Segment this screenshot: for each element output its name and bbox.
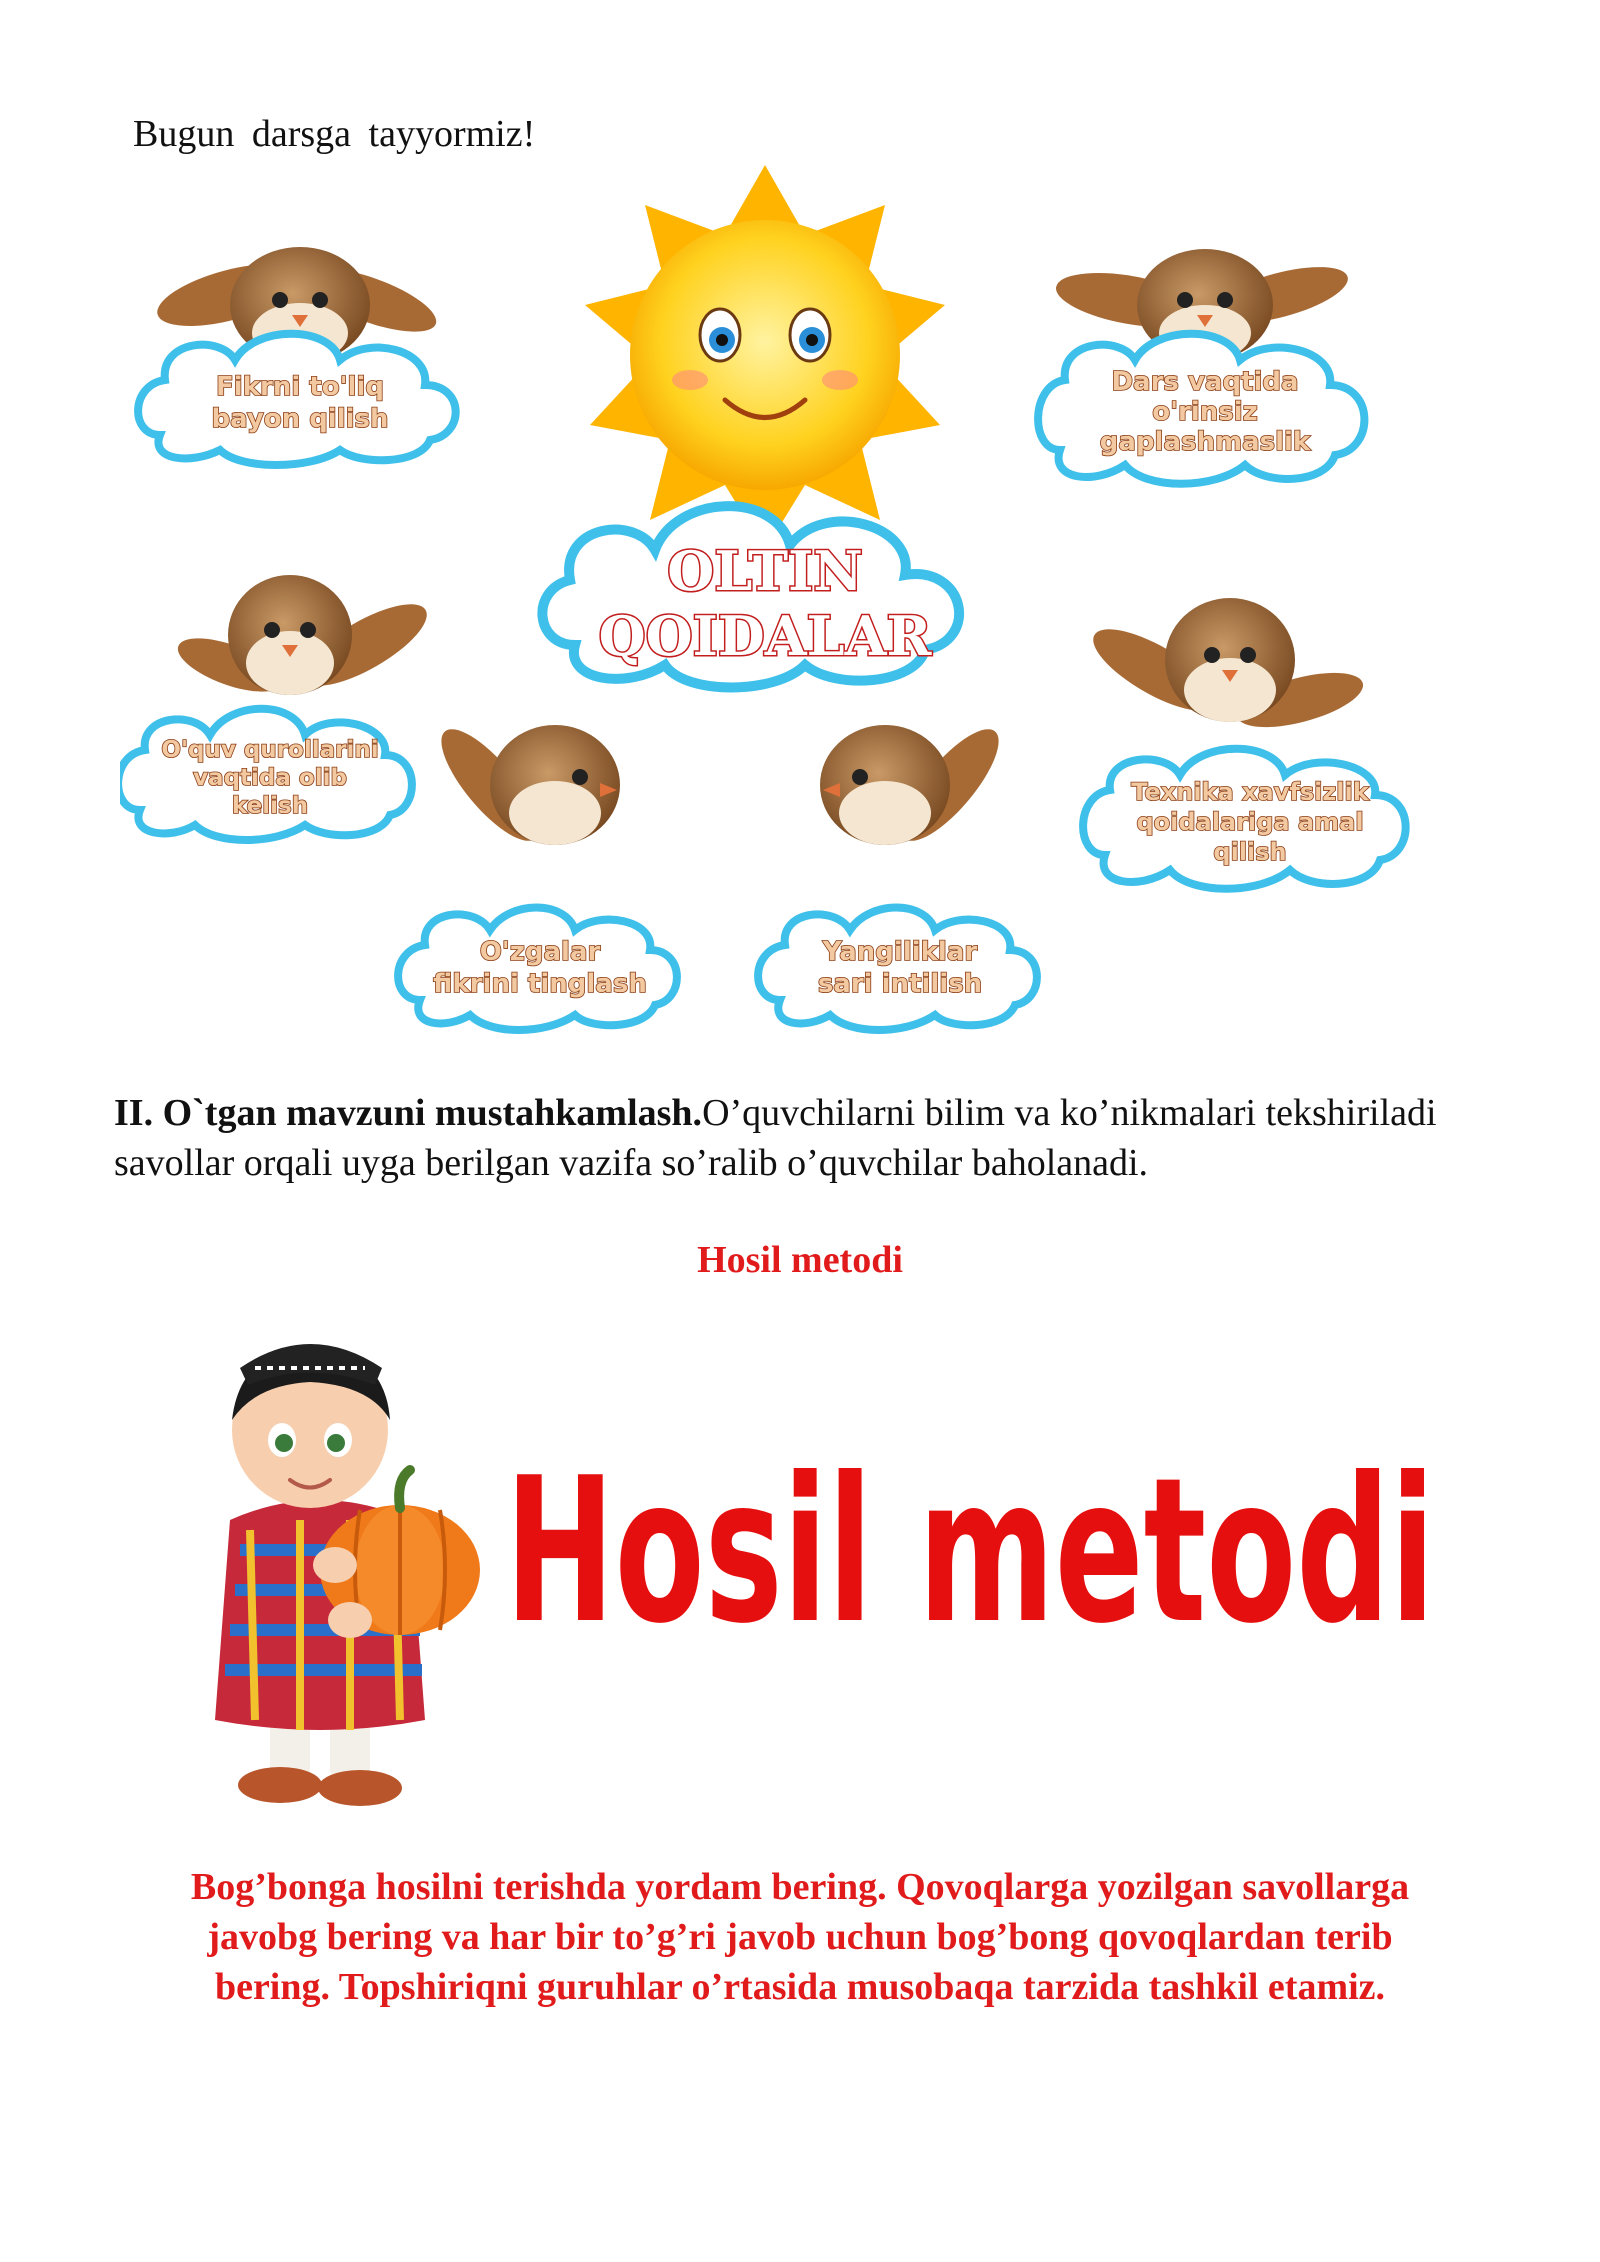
rule-card-1 [138, 247, 456, 465]
golden-rules-poster [120, 160, 1420, 1060]
rule-3-line3: kelish [231, 793, 309, 819]
section-paragraph [114, 1088, 1444, 1188]
rule-card-3 [120, 575, 438, 840]
banner-title [490, 1430, 1450, 1670]
rule-card-5 [398, 716, 677, 1030]
rule-card-4 [1082, 598, 1405, 889]
intro-text: Bugun darsga tayyormiz! [133, 113, 536, 155]
rule-5-line1: O'zgalar [479, 937, 601, 967]
rule-4-line2: qoidalariga amal [1136, 808, 1364, 836]
rule-6-line2: sari intilish [817, 969, 983, 999]
rule-3-line1: O'quv qurollarini [161, 737, 379, 763]
rule-4-line3: qilish [1213, 838, 1287, 866]
rule-2-line1: Dars vaqtida [1111, 367, 1299, 397]
rule-4-line1: Texnika xavfsizlik [1131, 778, 1369, 806]
rule-1-line2: bayon qilish [211, 404, 389, 434]
rule-card-6 [758, 716, 1037, 1030]
sun-illustration [585, 165, 945, 550]
section-heading: II. O`tgan mavzuni mustahkamlash. [114, 1092, 703, 1134]
rule-card-2 [1038, 249, 1364, 484]
title-cloud [542, 506, 959, 687]
poster-title-line1: OLTIN [667, 539, 863, 603]
poster-title-line2: QOIDALAR [598, 604, 932, 668]
rule-3-line2: vaqtida olib [193, 765, 347, 791]
boy-with-pumpkin-illustration [160, 1290, 480, 1820]
subheading: Hosil metodi [697, 1239, 903, 1281]
rule-2-line3: gaplashmaslik [1099, 427, 1311, 457]
instruction-text: Bog’bonga hosilni terishda yordam bering. Qovoqlarga yozilgan savollarga javobg bering va har bir to’g’ri javob uchun bog’bong qovoqlardan terib bering. Topshiriqni guruhlar o’rtasida musobaqa tarzida tashkil etamiz. [190, 1866, 1410, 2008]
rule-5-line2: fikrini tinglash [433, 969, 647, 999]
sparrow-icon [1082, 598, 1368, 738]
sparrow-icon [427, 716, 620, 854]
rule-6-line1: Yangiliklar [822, 937, 978, 967]
rule-1-line1: Fikrni to'liq [216, 372, 384, 402]
banner-title-text: Hosil metodi [505, 1435, 1435, 1668]
sparrow-icon [171, 575, 437, 703]
section-body: O’quvchilarni bilim va ko’nikmalari tekshiriladi savollar orqali uyga berilgan vazifa so’ralib o’quvchilar baholanadi. [114, 1092, 1437, 1184]
rule-2-line2: o'rinsiz [1152, 397, 1258, 427]
sparrow-icon [820, 716, 1013, 854]
